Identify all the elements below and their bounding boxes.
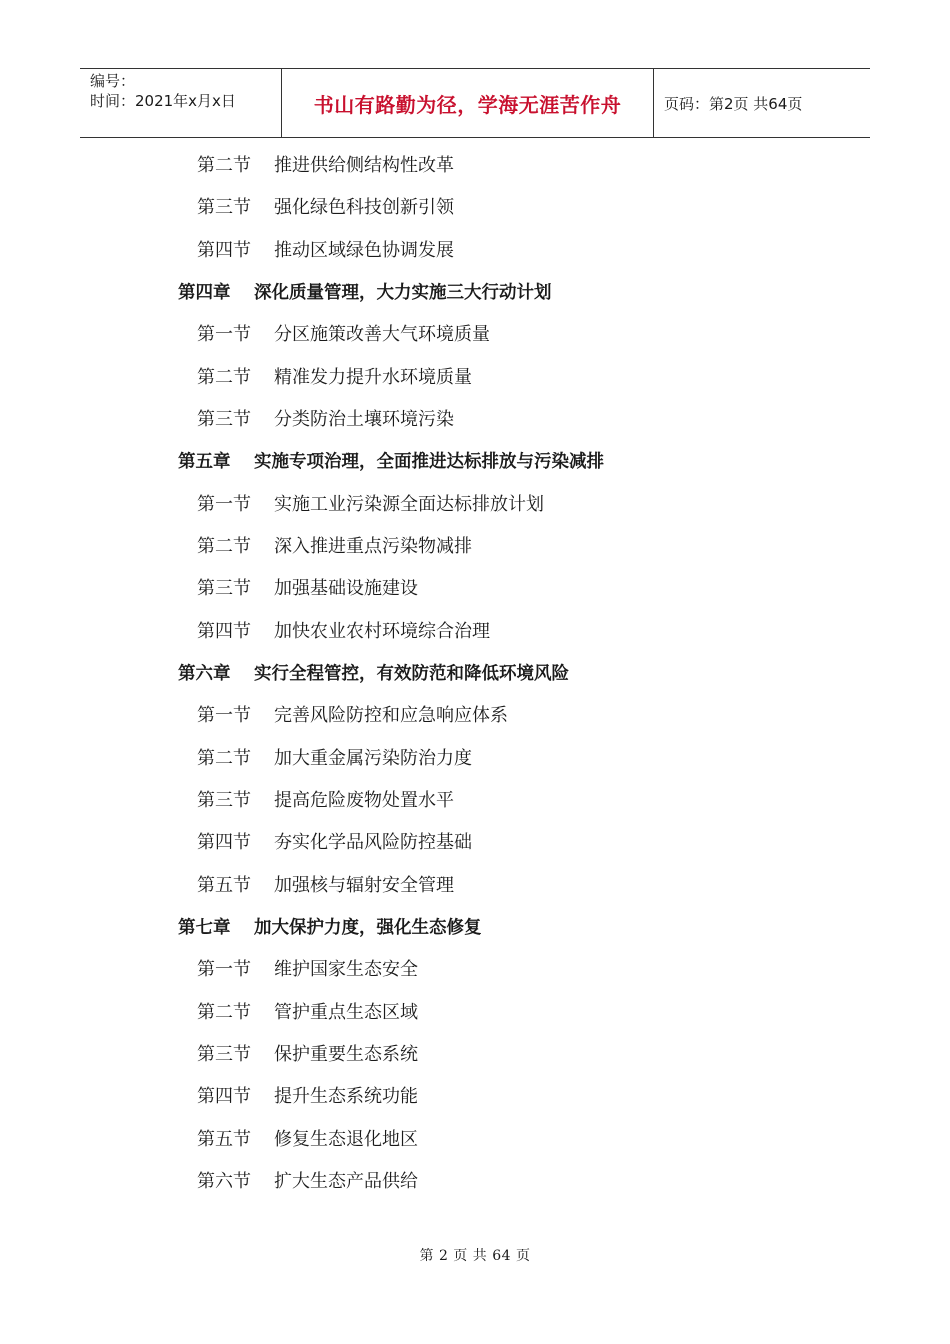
toc-section: [197, 574, 418, 604]
toc-section: [197, 617, 490, 647]
toc-title: 实施工业污染源全面达标排放计划: [274, 493, 544, 515]
toc-section: [197, 151, 454, 181]
toc-title: 深入推进重点污染物减排: [274, 535, 472, 557]
toc-title: 加大重金属污染防治力度: [274, 747, 472, 769]
toc-number: 第一节: [197, 324, 251, 346]
date-label: 时间：2021年x月x日: [90, 92, 236, 110]
toc-number: 第二节: [197, 1001, 251, 1023]
toc-title: 强化绿色科技创新引领: [274, 197, 454, 219]
toc-number: 第六节: [197, 1170, 251, 1192]
toc-section: [197, 998, 418, 1028]
toc-section: [197, 1167, 418, 1197]
toc-title: 加大保护力度，强化生态修复: [254, 917, 482, 938]
toc-title: 维护国家生态安全: [274, 959, 418, 981]
header-meta: [80, 69, 282, 137]
toc-section: [197, 828, 472, 858]
toc-section: [197, 320, 490, 350]
toc-section: [197, 236, 454, 266]
toc-section: [197, 363, 472, 393]
toc-number: 第六章: [178, 663, 231, 684]
toc-title: 加快农业农村环境综合治理: [274, 620, 490, 642]
toc-number: 第三节: [197, 789, 251, 811]
toc-section: [197, 871, 454, 901]
header-page-info: 页码：第2页 共64页: [664, 94, 803, 113]
toc-chapter: [178, 913, 482, 943]
code-label: 编号：: [90, 72, 136, 90]
toc-title: 修复生态退化地区: [274, 1128, 418, 1150]
toc-number: 第二节: [197, 535, 251, 557]
toc-number: 第四节: [197, 1086, 251, 1108]
toc-title: 扩大生态产品供给: [274, 1170, 418, 1192]
toc-number: 第一节: [197, 493, 251, 515]
page-header: [80, 68, 870, 138]
toc-number: 第五节: [197, 1128, 251, 1150]
toc-number: 第五节: [197, 874, 251, 896]
toc-section: [197, 490, 544, 520]
toc-number: 第五章: [178, 452, 231, 473]
toc-number: 第三节: [197, 197, 251, 219]
toc-title: 实施专项治理，全面推进达标排放与污染减排: [254, 452, 604, 473]
toc-title: 夯实化学品风险防控基础: [274, 832, 472, 854]
toc-title: 提升生态系统功能: [274, 1086, 418, 1108]
toc-section: [197, 955, 418, 985]
toc-number: 第七章: [178, 917, 231, 938]
toc-section: [197, 405, 454, 435]
toc-section: [197, 744, 472, 774]
toc-number: 第一节: [197, 705, 251, 727]
toc-title: 完善风险防控和应急响应体系: [274, 705, 508, 727]
toc-section: [197, 193, 454, 223]
toc-number: 第四节: [197, 832, 251, 854]
toc-section: [197, 786, 454, 816]
toc-title: 精准发力提升水环境质量: [274, 366, 472, 388]
toc-number: 第二节: [197, 366, 251, 388]
toc-number: 第二节: [197, 747, 251, 769]
toc-section: [197, 532, 472, 562]
toc-section: [197, 701, 508, 731]
toc-section: [197, 1040, 418, 1070]
toc-number: 第四节: [197, 239, 251, 261]
toc-title: 分类防治土壤环境污染: [274, 408, 454, 430]
toc-number: 第四章: [178, 282, 231, 303]
toc-title: 深化质量管理，大力实施三大行动计划: [254, 282, 552, 303]
toc-number: 第三节: [197, 578, 251, 600]
toc-chapter: [178, 659, 569, 689]
toc-number: 第二节: [197, 155, 251, 176]
toc-chapter: [178, 278, 552, 308]
toc-title: 提高危险废物处置水平: [274, 789, 454, 811]
toc-number: 第一节: [197, 959, 251, 981]
toc-number: 第三节: [197, 408, 251, 430]
toc-section: [197, 1082, 418, 1112]
toc-title: 加强基础设施建设: [274, 578, 418, 600]
toc-title: 推动区域绿色协调发展: [274, 239, 454, 261]
page-footer: 第 2 页 共 64 页: [419, 1248, 531, 1264]
toc-number: 第三节: [197, 1043, 251, 1065]
toc-section: [197, 1125, 418, 1155]
toc-title: 管护重点生态区域: [274, 1001, 418, 1023]
toc-chapter: [178, 447, 604, 477]
toc-title: 推进供给侧结构性改革: [274, 155, 454, 176]
header-motto: 书山有路勤为径，学海无涯苦作舟: [282, 69, 654, 137]
toc-title: 保护重要生态系统: [274, 1043, 418, 1065]
toc-number: 第四节: [197, 620, 251, 642]
toc-title: 加强核与辐射安全管理: [274, 874, 454, 896]
toc-title: 分区施策改善大气环境质量: [274, 324, 490, 346]
toc-title: 实行全程管控，有效防范和降低环境风险: [254, 663, 569, 684]
